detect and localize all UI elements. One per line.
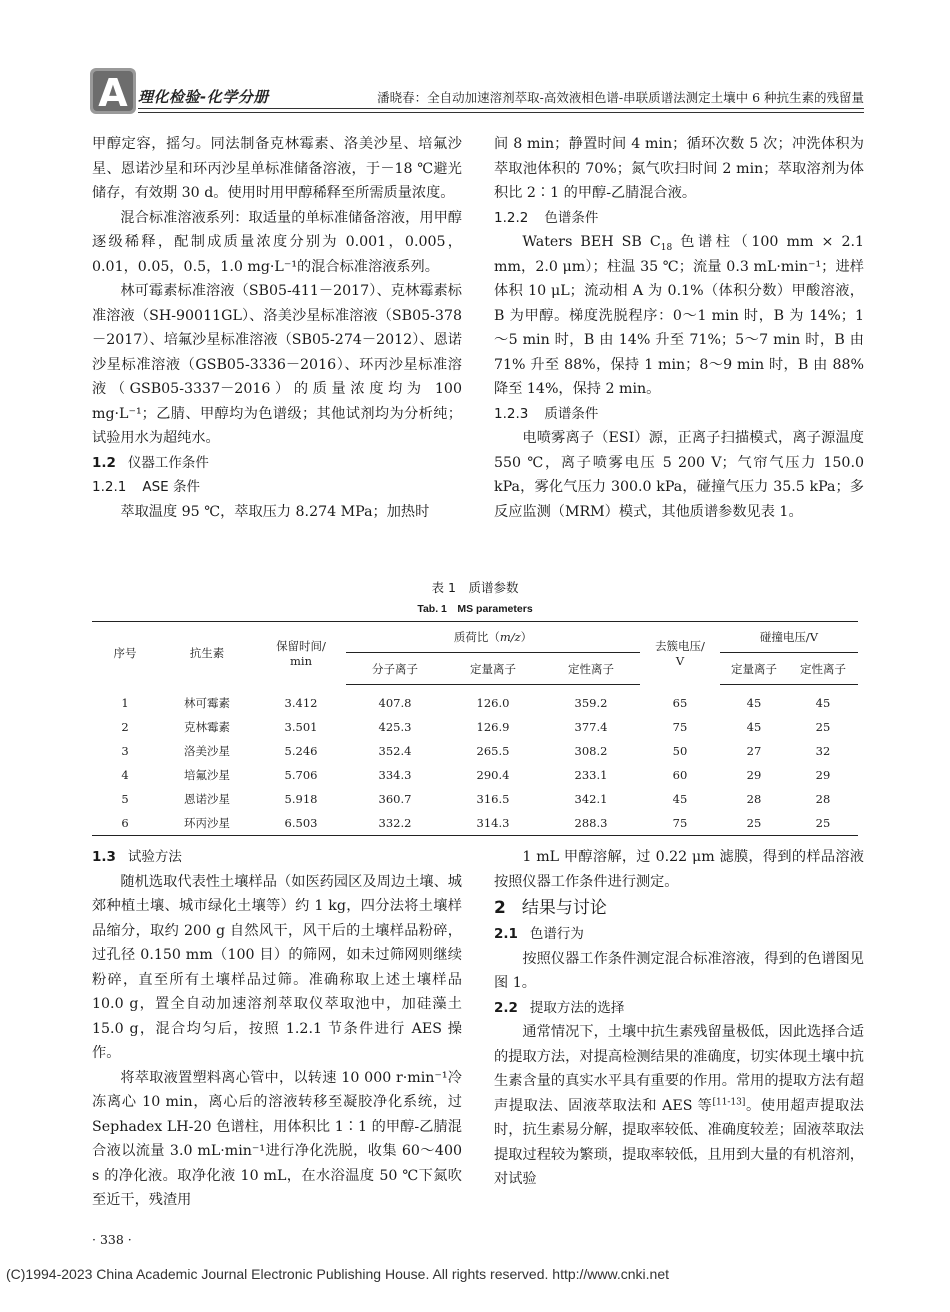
subscript: 18 — [660, 242, 673, 253]
cell-qual: 377.4 — [574, 720, 608, 734]
table-row — [92, 763, 858, 787]
header-antibiotic: 抗生素 — [158, 622, 256, 685]
cell-quant: 126.0 — [476, 696, 510, 710]
logo-letter: A — [98, 71, 128, 114]
header-text: 去簇电压/ — [655, 639, 705, 654]
cell-parent: 332.2 — [346, 811, 444, 836]
right-column-top — [494, 132, 864, 524]
heading-text: 提取方法的选择 — [529, 999, 625, 1016]
header-declustering — [640, 622, 720, 685]
cell-ce-quant: 27 — [746, 744, 762, 758]
cell-rt: 3.412 — [284, 695, 318, 710]
header-parent-ion: 分子离子 — [346, 653, 444, 685]
header-retention-time — [256, 622, 346, 685]
cell-name: 洛美沙星 — [184, 744, 230, 758]
page-number: · 338 · — [92, 1232, 132, 1247]
text-run: 。使用超声提取法时，抗生素易分解，提取率较低、准确度较差；固液萃取法提取过程较为繁琐，提取率较低，且用到大量的有机溶剂，对试验 — [494, 1097, 864, 1187]
cell-qual: 308.2 — [574, 744, 608, 758]
cell-rt: 5.706 — [284, 768, 318, 782]
header-mz — [346, 622, 640, 653]
cell-name: 环丙沙星 — [158, 811, 256, 836]
cell-parent: 407.8 — [378, 696, 412, 710]
cell-seq: 2 — [121, 720, 129, 734]
cell-ce-qual: 25 — [788, 811, 858, 836]
citation: [11-13] — [712, 1096, 746, 1107]
section-heading-2-1 — [494, 922, 864, 947]
running-title: 潘晓春：全自动加速溶剂萃取-高效液相色谱-串联质谱法测定土壤中 6 种抗生素的残留量 — [377, 90, 864, 105]
cell-dp: 75 — [640, 811, 720, 836]
heading-text: 色谱行为 — [529, 926, 584, 942]
section-heading-1-2-3 — [494, 402, 864, 427]
cell-rt: 6.503 — [256, 811, 346, 836]
cell-dp: 45 — [672, 792, 688, 806]
heading-text: 仪器工作条件 — [127, 454, 209, 471]
paragraph: 萃取温度 95 ℃，萃取压力 8.274 MPa；加热时 — [120, 503, 430, 520]
cell-seq: 6 — [92, 811, 158, 836]
cell-quant: 126.9 — [476, 720, 510, 734]
section-heading-1-2 — [92, 451, 462, 476]
section-heading-2-2 — [494, 996, 864, 1021]
right-column-bottom — [494, 845, 864, 1192]
ms-parameters-table — [92, 621, 858, 836]
header-unit: V — [675, 654, 685, 669]
cell-ce-quant: 29 — [746, 768, 762, 782]
table-row — [92, 739, 858, 763]
cell-ce-quant: 45 — [746, 720, 762, 734]
header-italic: m/z — [499, 630, 521, 644]
table-row — [92, 685, 858, 716]
header-unit: min — [290, 654, 312, 669]
heading-number: 1.2.1 — [92, 479, 127, 495]
cell-rt: 5.918 — [284, 792, 318, 806]
paragraph: 将萃取液置塑料离心管中，以转速 10 000 r·min⁻¹冷冻离心 10 min，离心后的溶液转移至凝胶净化系统，过 Sephadex LH-20 色谱柱，用体积比 1∶1 的甲醇-乙腈混合液以流量 3.0 mL·min⁻¹进行净化洗脱，收集 60～400 s 的净化液。取净化液 10 mL，在水浴温度 50 ℃下氮吹至近干，残渣用 — [92, 1069, 462, 1208]
section-heading-2 — [494, 894, 864, 922]
heading-number: 1.2 — [92, 454, 116, 471]
copyright-notice: (C)1994-2023 China Academic Journal Electronic Publishing House. All rights reserved. http://www.cnki.net — [6, 1266, 669, 1282]
paragraph: 电喷雾离子（ESI）源，正离子扫描模式，离子源温度 550 ℃，离子喷雾电压 5 200 V；气帘气压力 150.0 kPa，雾化气压力 300.0 kPa，碰撞气压力 35.5 kPa；多反应监测（MRM）模式，其他质谱参数见表 1。 — [494, 430, 864, 520]
header-quant-ion: 定量离子 — [444, 653, 542, 685]
heading-text: 质谱条件 — [544, 405, 599, 422]
cell-seq: 5 — [121, 792, 129, 806]
table-row — [92, 715, 858, 739]
paragraph: 间 8 min；静置时间 4 min；循环次数 5 次；冲洗体积为萃取池体积的 70%；氮气吹扫时间 2 min；萃取溶剂为体积比 2∶1 的甲醇-乙腈混合液。 — [494, 136, 864, 201]
paragraph: 甲醇定容，摇匀。同法制备克林霉素、洛美沙星、培氟沙星、恩诺沙星和环丙沙星单标准储备溶液，于－18 ℃避光储存，有效期 30 d。使用时用甲醇稀释至所需质量浓度。 — [92, 136, 462, 201]
heading-number: 2.1 — [494, 926, 518, 942]
cell-dp: 65 — [672, 695, 688, 710]
table-row — [92, 811, 858, 836]
cell-seq: 4 — [121, 768, 129, 782]
cell-ce-qual: 45 — [815, 696, 831, 710]
cell-seq: 1 — [121, 695, 129, 710]
paragraph: 1 mL 甲醇溶解，过 0.22 μm 滤膜，得到的样品溶液按照仪器工作条件进行测定。 — [494, 849, 864, 890]
cell-qual: 288.3 — [542, 811, 640, 836]
heading-number: 1.2.3 — [494, 405, 529, 422]
cell-ce-quant: 45 — [746, 696, 762, 710]
cell-name: 恩诺沙星 — [184, 792, 230, 806]
paragraph — [494, 230, 864, 402]
page-header — [90, 68, 864, 114]
cell-dp: 50 — [672, 744, 688, 758]
header-text: 质荷比（ — [453, 630, 500, 644]
cell-rt: 5.246 — [284, 744, 318, 758]
table-row — [92, 787, 858, 811]
paragraph: 林可霉素标准溶液（SB05-411－2017）、克林霉素标准溶液（SH-90011GL）、洛美沙星标准溶液（SB05-378－2017）、培氟沙星标准溶液（SB05-274－2012）、恩诺沙星标准溶液（GSB05-3336－2016）、环丙沙星标准溶液（GSB05-3337－2016）的质量浓度均为 100 mg·L⁻¹；乙腈、甲醇均为色谱级；其他试剂均为分析纯；试验用水为超纯水。 — [92, 283, 462, 446]
header-ce-qual: 定性离子 — [788, 653, 858, 685]
table-caption-en: Tab. 1 MS parameters — [417, 603, 533, 615]
header-qual-ion: 定性离子 — [542, 653, 640, 685]
cell-qual: 233.1 — [574, 768, 608, 782]
header-collision: 碰撞电压/V — [720, 622, 858, 653]
cell-dp: 60 — [672, 768, 688, 782]
heading-number: 1.2.2 — [494, 209, 529, 226]
header-text: ） — [520, 630, 533, 644]
heading-number: 2 — [494, 898, 506, 918]
cell-ce-qual: 32 — [815, 744, 831, 758]
paragraph: 按照仪器工作条件测定混合标准溶液，得到的色谱图见图 1。 — [494, 950, 864, 991]
heading-number: 1.3 — [92, 849, 116, 865]
heading-number: 2.2 — [494, 999, 518, 1016]
heading-text: 试验方法 — [127, 849, 182, 865]
cell-name: 林可霉素 — [184, 695, 230, 710]
paragraph: 随机选取代表性土壤样品（如医药园区及周边土壤、城郊种植土壤、城市绿化土壤等）约 1 kg，四分法将土壤样品缩分，取约 200 g 自然风干，风干后的土壤样品粉碎，过孔径 0.150 mm（100 目）的筛网，如未过筛网则继续粉碎，直至所有土壤样品过筛。准确称取上述土壤样品 10.0 g，置全自动加速溶剂萃取仪萃取池中，加硅藻土 15.0 g，混合均匀后，按照 1.2.1 节条件进行 AES 操作。 — [92, 873, 462, 1061]
text-run: Waters BEH SB C — [522, 234, 661, 250]
cell-parent: 334.3 — [378, 768, 412, 782]
header-ce-quant: 定量离子 — [720, 653, 788, 685]
cell-quant: 290.4 — [476, 768, 510, 782]
heading-text: 色谱条件 — [544, 209, 599, 226]
cell-parent: 360.7 — [378, 792, 412, 806]
heading-text: 结果与讨论 — [521, 898, 607, 918]
cell-quant: 265.5 — [476, 744, 510, 758]
cell-ce-quant: 25 — [720, 811, 788, 836]
header-rule — [138, 108, 864, 109]
header-seq: 序号 — [92, 622, 158, 685]
cell-dp: 75 — [672, 720, 688, 734]
section-heading-1-2-1 — [92, 475, 462, 500]
cell-ce-qual: 29 — [815, 768, 831, 782]
cell-parent: 425.3 — [378, 720, 412, 734]
journal-name: 理化检验-化学分册 — [138, 88, 269, 106]
cell-parent: 352.4 — [378, 744, 412, 758]
section-heading-1-2-2 — [494, 206, 864, 231]
header-rule-thin — [138, 112, 864, 113]
journal-logo-icon — [90, 68, 136, 114]
cell-qual: 342.1 — [574, 792, 608, 806]
cell-quant: 316.5 — [476, 792, 510, 806]
cell-seq: 3 — [121, 744, 129, 758]
text-run: 通常情况下，土壤中抗生素残留量极低，因此选择合适的提取方法，对提高检测结果的准确度，切实体现土壤中抗生素含量的真实水平具有重要的作用。常用的提取方法有超声提取法、固液萃取法和 AES 等 — [494, 1024, 864, 1114]
paragraph — [494, 1020, 864, 1192]
cell-ce-qual: 25 — [815, 720, 831, 734]
cell-ce-qual: 28 — [815, 792, 831, 806]
heading-text: ASE 条件 — [142, 479, 200, 495]
cell-name: 培氟沙星 — [184, 768, 230, 782]
cell-quant: 314.3 — [444, 811, 542, 836]
section-heading-1-3 — [92, 845, 462, 870]
header-text: 保留时间/ — [276, 639, 326, 654]
left-column-top — [92, 132, 462, 524]
cell-name: 克林霉素 — [184, 720, 230, 734]
left-column-bottom — [92, 845, 462, 1213]
text-run: 色谱柱（100 mm × 2.1 mm，2.0 μm）；柱温 35 ℃；流量 0.3 mL·min⁻¹；进样体积 10 μL；流动相 A 为 0.1%（体积分数）甲酸溶液，B 为甲醇。梯度洗脱程序：0～1 min 时，B 为 14%；1～5 min 时，B 由 14% 升至 71%；5～7 min 时，B 由 71% 升至 88%，保持 1 min；8～9 min 时，B 由 88% 降至 14%，保持 2 min。 — [494, 234, 865, 397]
cell-ce-quant: 28 — [746, 792, 762, 806]
cell-rt: 3.501 — [284, 720, 318, 734]
paragraph: 混合标准溶液系列：取适量的单标准储备溶液，用甲醇逐级稀释，配制成质量浓度分别为 0.001，0.005，0.01，0.05，0.5，1.0 mg·L⁻¹的混合标准溶液系列。 — [92, 209, 462, 275]
table-caption-cn: 表 1 质谱参数 — [431, 580, 519, 595]
cell-qual: 359.2 — [574, 696, 608, 710]
